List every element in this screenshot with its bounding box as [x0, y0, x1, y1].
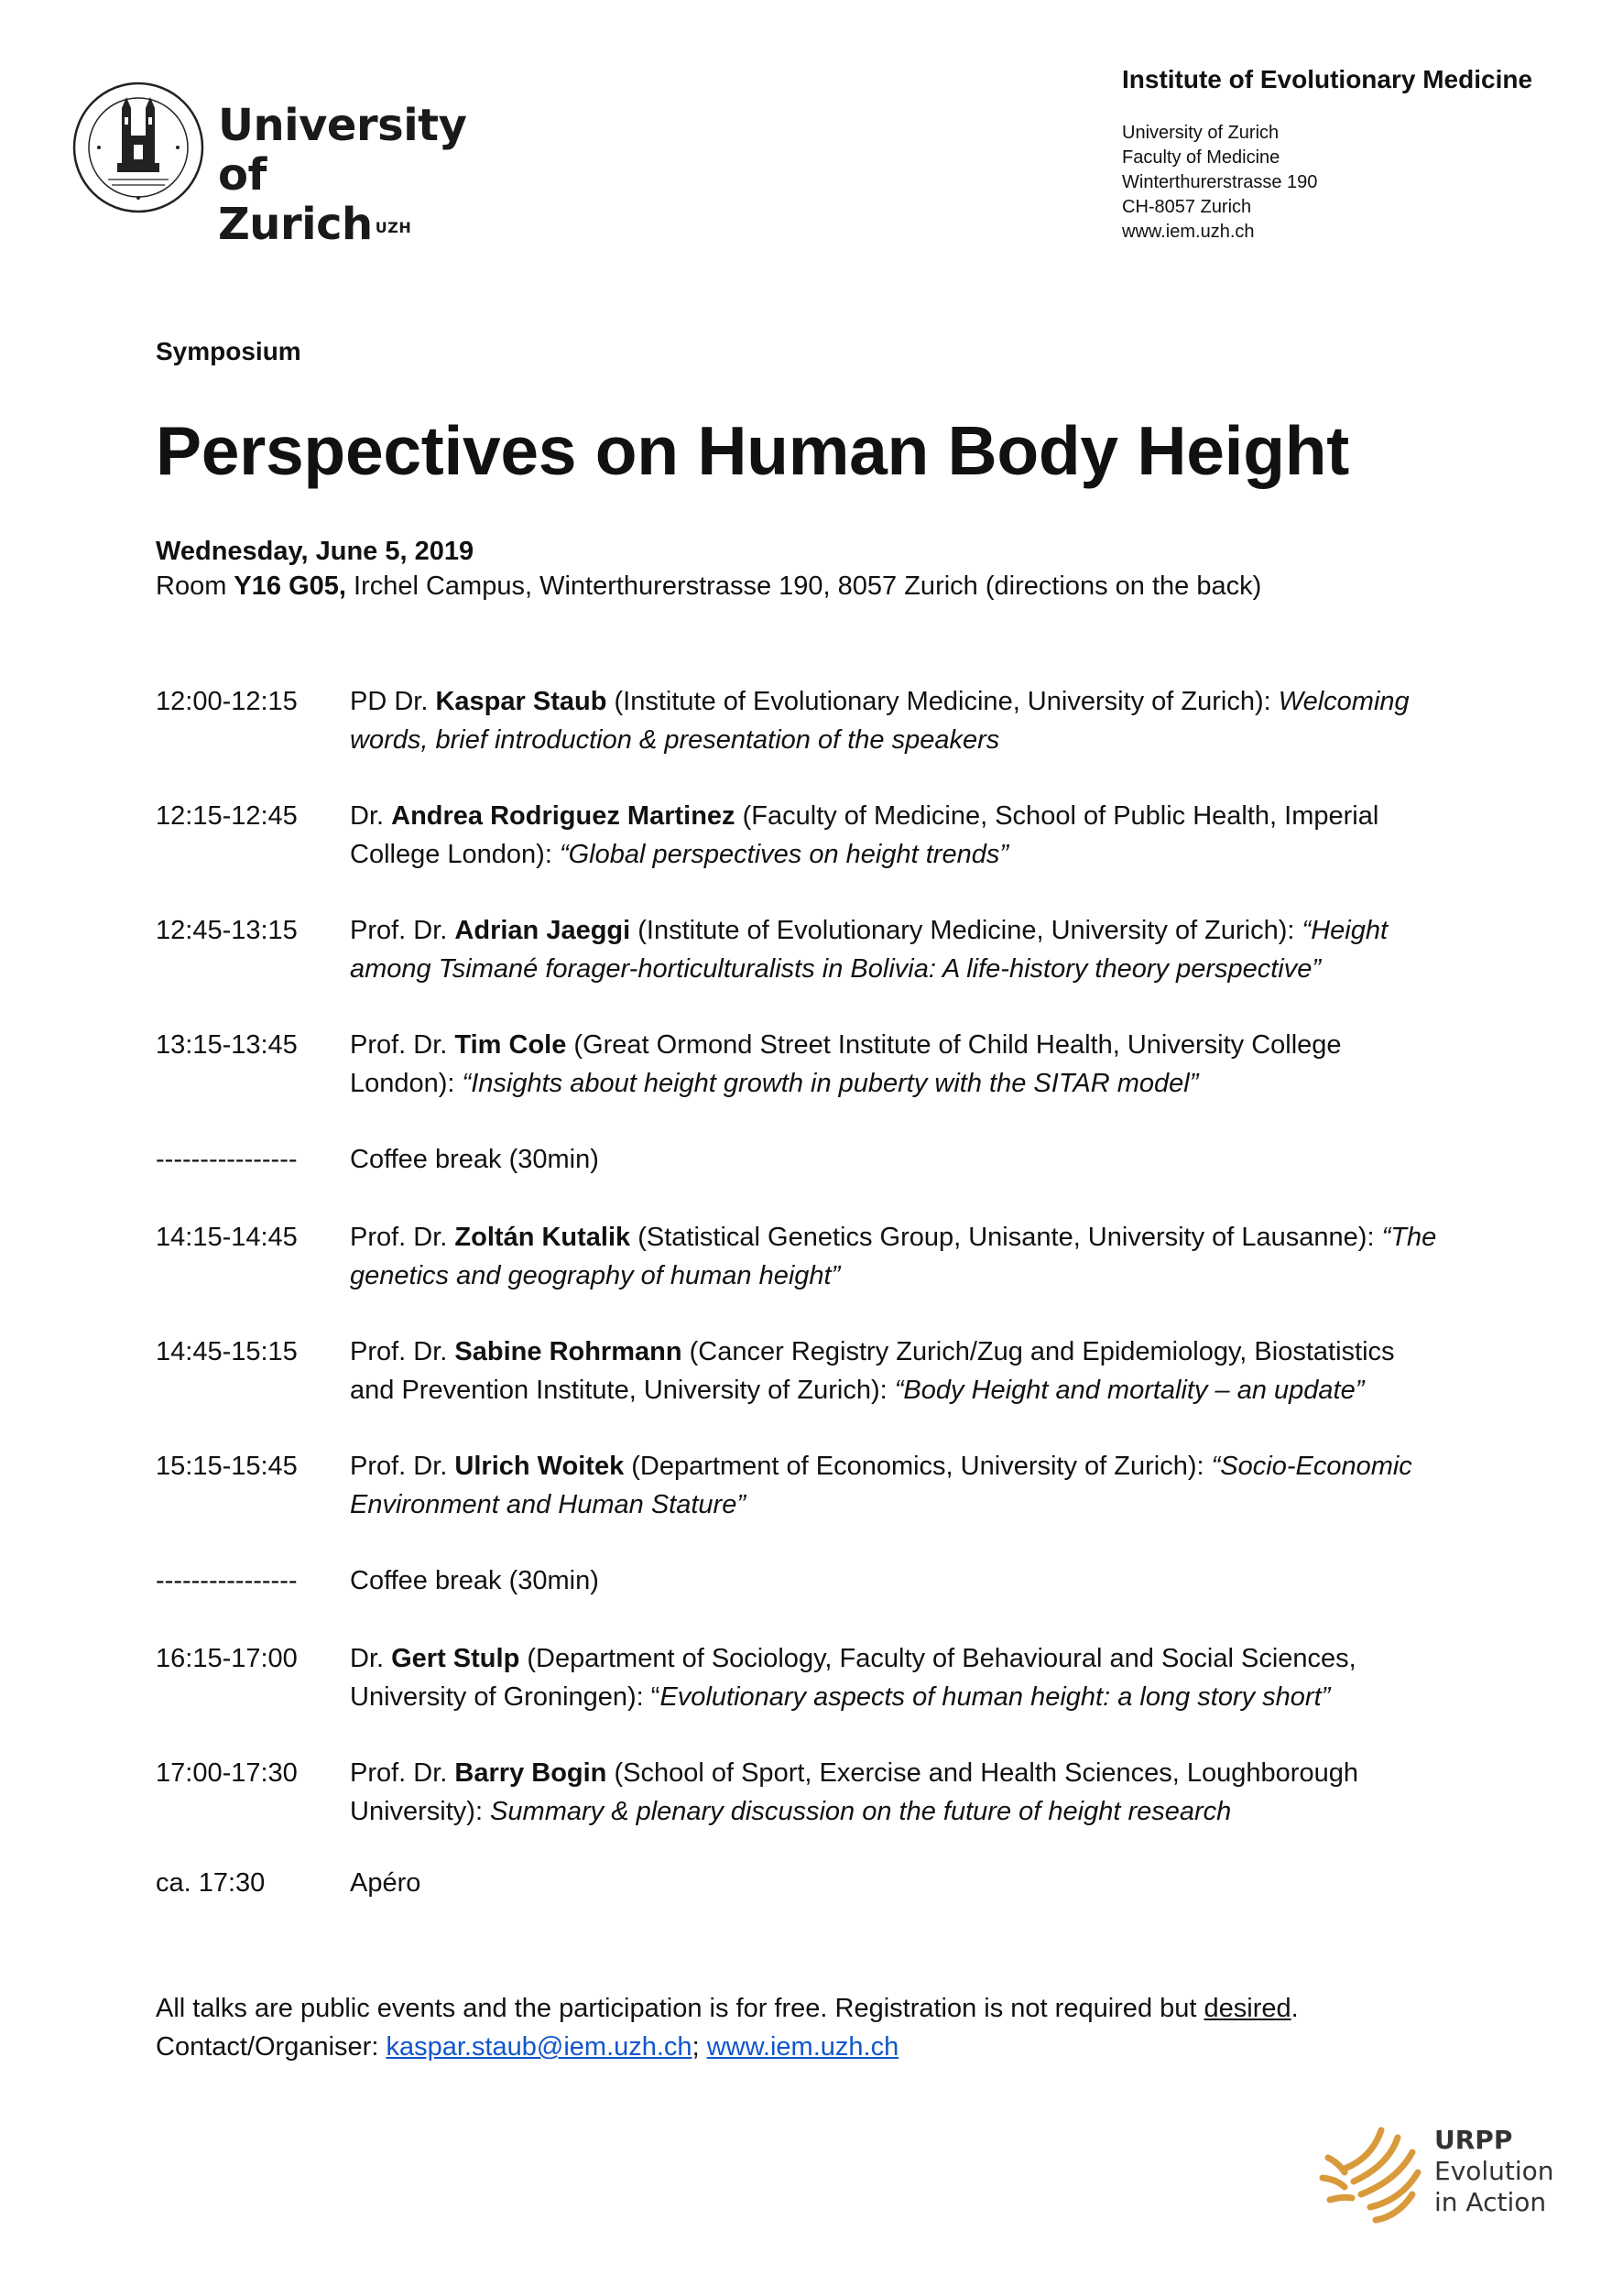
program-description-line — [350, 1561, 1502, 1600]
program-text: Prof. Dr. — [350, 1030, 455, 1060]
speaker-name: Zoltán Kutalik — [454, 1223, 631, 1252]
urpp-title: URPP — [1434, 2125, 1513, 2155]
university-logo — [71, 81, 502, 250]
program-description-line — [350, 1754, 1502, 1792]
program-text: (Faculty of Medicine, School of Public Health, Imperial — [735, 801, 1379, 831]
talk-title: Welcoming — [1278, 687, 1410, 716]
program-description-line — [350, 1447, 1502, 1485]
program-text: (Institute of Evolutionary Medicine, University of Zurich): — [606, 687, 1279, 716]
program-text: (Statistical Genetics Group, Unisante, University of Lausanne): — [630, 1223, 1382, 1252]
institute-name: Institute of Evolutionary Medicine — [1122, 65, 1533, 93]
program-description — [350, 1140, 1502, 1179]
talk-title: “Height — [1302, 916, 1389, 945]
program-description — [350, 1447, 1502, 1524]
program-row — [156, 911, 1502, 988]
program-text: Dr. — [350, 1644, 392, 1673]
room-rest: Irchel Campus, Winterthurerstrasse 190, 8057 Zurich (directions on the back) — [345, 571, 1262, 601]
footer-line-2: Contact/Organiser: kaspar.staub@iem.uzh.ch; www.iem.uzh.ch — [156, 2032, 899, 2062]
program-row — [156, 1026, 1502, 1103]
program-text: Coffee break (30min) — [350, 1566, 599, 1595]
program-row — [156, 1447, 1502, 1524]
program-description-line — [350, 1140, 1502, 1179]
speaker-name: Ulrich Woitek — [454, 1452, 625, 1481]
program-description — [350, 1218, 1502, 1295]
program-text: Coffee break (30min) — [350, 1145, 599, 1174]
urpp-text — [1434, 2125, 1554, 2218]
program-row — [156, 1561, 1502, 1600]
program-time: 12:15-12:45 — [156, 801, 298, 831]
address-line: University of Zurich — [1122, 123, 1280, 143]
program-text: London): — [350, 1069, 463, 1098]
program-text: (Cancer Registry Zurich/Zug and Epidemiology, Biostatistics — [681, 1337, 1395, 1366]
room-code: Y16 G05, — [234, 571, 346, 601]
program-text: Prof. Dr. — [350, 1223, 455, 1252]
address-line: CH-8057 Zurich — [1122, 197, 1252, 217]
speaker-name: Gert Stulp — [391, 1644, 520, 1673]
university-seal-icon — [71, 81, 205, 214]
urpp-swirl-icon — [1317, 2121, 1425, 2229]
event-date: Wednesday, June 5, 2019 — [156, 537, 474, 566]
talk-title: “The — [1381, 1223, 1437, 1252]
program-description-line — [350, 835, 1502, 874]
program-description-line — [350, 721, 1502, 759]
program-description-line — [350, 1026, 1502, 1064]
talk-title: Environment and Human Stature” — [350, 1490, 746, 1519]
program-text: (Department of Economics, University of Zurich): — [624, 1452, 1212, 1481]
program-text: Prof. Dr. — [350, 916, 455, 945]
urpp-logo — [1317, 2121, 1592, 2231]
program-description-line — [350, 1333, 1502, 1371]
program-description — [350, 682, 1502, 759]
program-time: 14:45-15:15 — [156, 1337, 298, 1366]
wordmark-line-1: University of — [218, 100, 467, 201]
program-text: Prof. Dr. — [350, 1337, 455, 1366]
program-row — [156, 1864, 1502, 1902]
talk-title: “Insights about height growth in puberty with the SITAR model” — [462, 1069, 1199, 1098]
talk-title: “Body Height and mortality – an update” — [894, 1376, 1365, 1405]
program-time: 12:00-12:15 — [156, 687, 298, 716]
email-link[interactable]: kaspar.staub@iem.uzh.ch — [386, 2032, 692, 2062]
wordmark-sup: UZH — [375, 219, 412, 236]
program-text: Dr. — [350, 801, 392, 831]
program-row — [156, 797, 1502, 874]
desired-word: desired — [1204, 1994, 1291, 2023]
program-description — [350, 1639, 1502, 1716]
program-text: Prof. Dr. — [350, 1758, 455, 1788]
urpp-subtitle-2: in Action — [1434, 2187, 1547, 2217]
program-description — [350, 1561, 1502, 1600]
program-time: ---------------- — [156, 1145, 298, 1174]
program-time: ---------------- — [156, 1566, 298, 1595]
wordmark-line-2: Zurich $^{UZH}$ — [218, 199, 412, 250]
event-location — [156, 570, 1261, 603]
speaker-name: Adrian Jaeggi — [454, 916, 631, 945]
program-description — [350, 1333, 1502, 1409]
program-description-line — [350, 1639, 1502, 1678]
program-text: and Prevention Institute, University of Zurich): — [350, 1376, 895, 1405]
program-row — [156, 1140, 1502, 1179]
program-description-line — [350, 1485, 1502, 1524]
program-time: ca. 17:30 — [156, 1868, 266, 1898]
urpp-subtitle-1: Evolution — [1434, 2156, 1554, 2186]
speaker-name: Kaspar Staub — [435, 687, 607, 716]
talk-title: genetics and geography of human height” — [350, 1261, 841, 1290]
program-text: (School of Sport, Exercise and Health Sciences, Loughborough — [606, 1758, 1358, 1788]
program-description-line — [350, 1678, 1502, 1716]
talk-title: Summary & plenary discussion on the future of height research — [490, 1797, 1232, 1826]
program-text: PD Dr. — [350, 687, 436, 716]
speaker-name: Andrea Rodriguez Martinez — [391, 801, 735, 831]
program-description — [350, 911, 1502, 988]
program-description — [350, 1026, 1502, 1103]
program-text: University): — [350, 1797, 491, 1826]
event-type: Symposium — [156, 337, 301, 365]
program-time: 17:00-17:30 — [156, 1758, 298, 1788]
program-text: (Great Ormond Street Institute of Child Health, University College — [566, 1030, 1342, 1060]
program-row — [156, 1333, 1502, 1409]
program-description-line — [350, 1864, 1502, 1902]
talk-title: words, brief introduction & presentation of the speakers — [350, 725, 1000, 755]
program-text: University of Groningen): “ — [350, 1682, 660, 1712]
program-description — [350, 797, 1502, 874]
program-description-line — [350, 797, 1502, 835]
footer-line-1: All talks are public events and the participation is for free. Registration is not required but desired. — [156, 1994, 1299, 2023]
program-description-line — [350, 1792, 1502, 1831]
program-time: 14:15-14:45 — [156, 1223, 298, 1252]
address-line: Winterthurerstrasse 190 — [1122, 172, 1318, 192]
program-description-line — [350, 950, 1502, 988]
event-title: Perspectives on Human Body Height — [156, 412, 1349, 489]
program-description-line — [350, 682, 1502, 721]
program-text: (Institute of Evolutionary Medicine, University of Zurich): — [630, 916, 1302, 945]
website-link[interactable]: www.iem.uzh.ch — [706, 2032, 899, 2062]
program-description-line — [350, 1218, 1502, 1257]
talk-title: among Tsimané forager-horticulturalists in Bolivia: A life-history theory perspective” — [350, 954, 1322, 984]
institute-block — [1122, 64, 1598, 245]
talk-title: “Socio-Economic — [1211, 1452, 1412, 1481]
speaker-name: Tim Cole — [454, 1030, 567, 1060]
program-row — [156, 1639, 1502, 1716]
program-description-line — [350, 1257, 1502, 1295]
footer-info — [156, 1989, 1530, 2066]
program-time: 12:45-13:15 — [156, 916, 298, 945]
address-line: Faculty of Medicine — [1122, 147, 1280, 168]
program-description-line — [350, 911, 1502, 950]
program-description — [350, 1864, 1502, 1902]
room-prefix: Room — [156, 571, 234, 601]
program-row — [156, 1754, 1502, 1831]
program-time: 16:15-17:00 — [156, 1644, 298, 1673]
speaker-name: Sabine Rohrmann — [454, 1337, 682, 1366]
program-text: Prof. Dr. — [350, 1452, 455, 1481]
program-row — [156, 682, 1502, 759]
program-text: College London): — [350, 840, 560, 869]
program-text: Apéro — [350, 1868, 421, 1898]
talk-title: Evolutionary aspects of human height: a long story short” — [659, 1682, 1331, 1712]
program-description-line — [350, 1371, 1502, 1409]
talk-title: “Global perspectives on height trends” — [559, 840, 1008, 869]
program-time: 15:15-15:45 — [156, 1452, 298, 1481]
university-wordmark — [218, 101, 502, 249]
program-description-line — [350, 1064, 1502, 1103]
speaker-name: Barry Bogin — [454, 1758, 607, 1788]
contact-label: Contact/Organiser: — [156, 2032, 387, 2062]
program-description — [350, 1754, 1502, 1831]
program-text: (Department of Sociology, Faculty of Behavioural and Social Sciences, — [519, 1644, 1356, 1673]
program-row — [156, 1218, 1502, 1295]
address-line: www.iem.uzh.ch — [1122, 222, 1255, 242]
program-time: 13:15-13:45 — [156, 1030, 298, 1060]
